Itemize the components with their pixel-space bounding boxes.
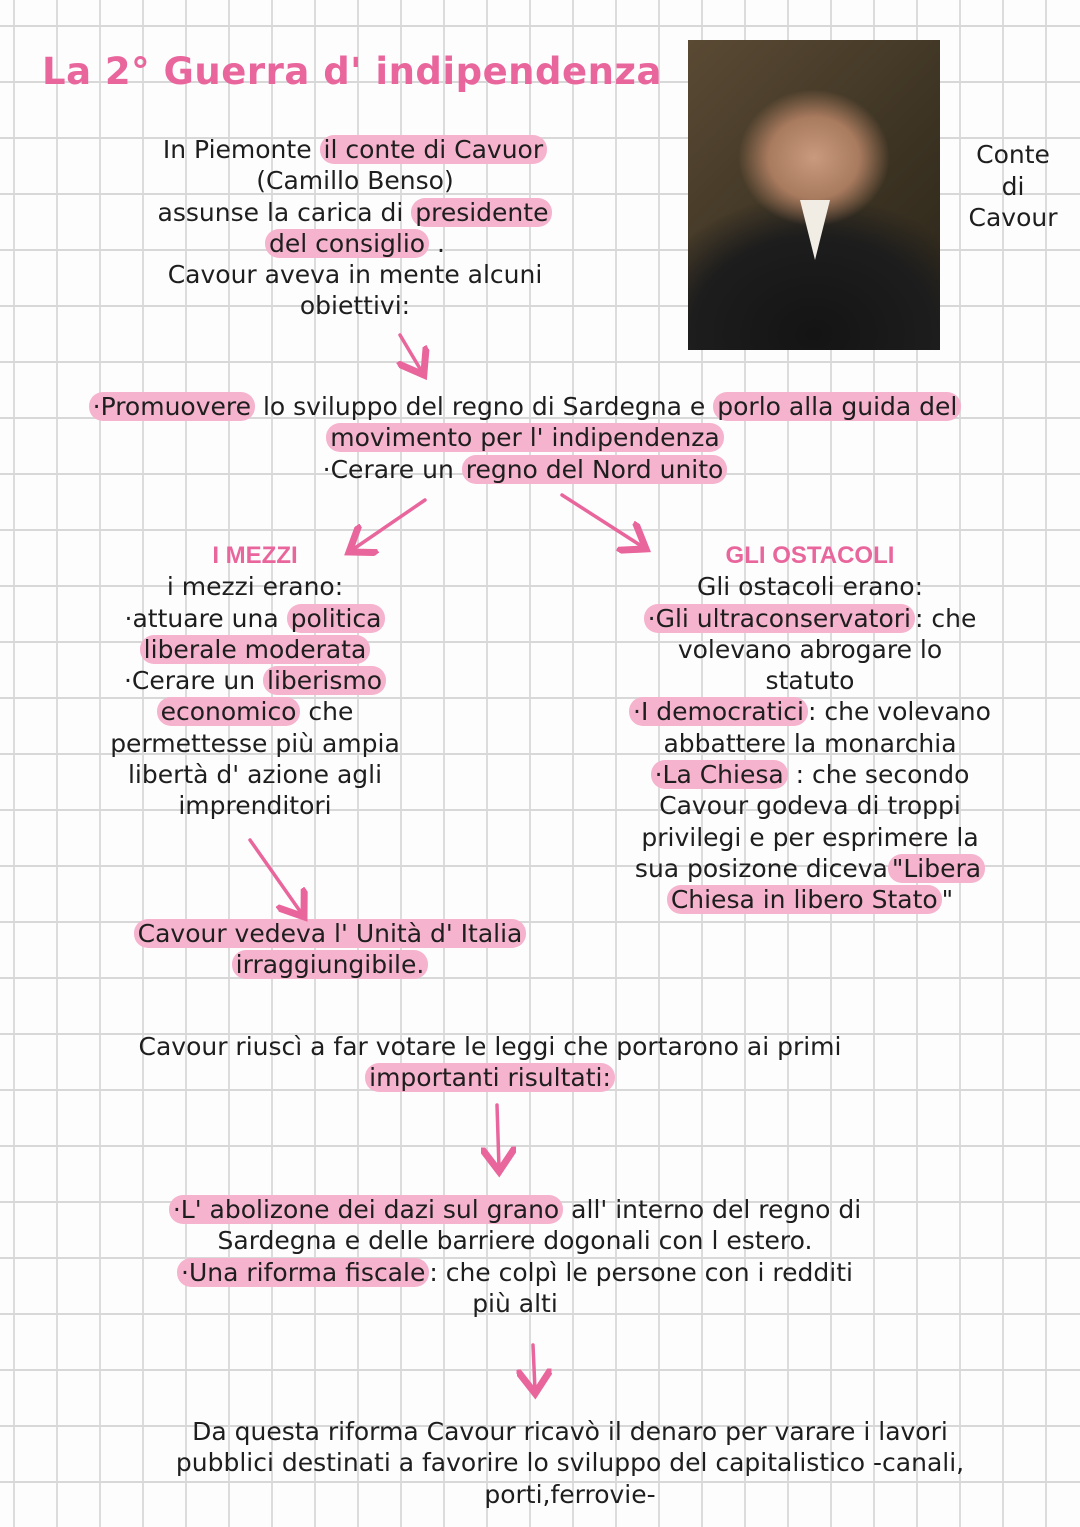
text: " [941, 885, 954, 915]
text: : che volevano [807, 697, 991, 727]
text: privilegi e per esprimere la [641, 822, 979, 852]
caption-line: Cavour [968, 203, 1058, 232]
highlighted-text: del consiglio [265, 229, 429, 258]
highlighted-text: Cavour vedeva l' Unità d' Italia [134, 919, 527, 948]
highlighted-text: "Libera [888, 854, 985, 883]
highlighted-text: economico [157, 697, 301, 726]
text: Cavour aveva in mente alcuni [167, 260, 543, 290]
text: statuto [765, 666, 855, 696]
section-heading: I MEZZI [212, 542, 298, 569]
highlighted-text: porlo alla guida del [713, 392, 961, 421]
highlighted-text: ·I democratici [629, 697, 808, 726]
arrow-icon [400, 335, 422, 372]
highlighted-text: liberale moderata [140, 635, 371, 664]
text: più alti [472, 1288, 558, 1318]
text: Da questa riforma Cavour ricavò il denaro per varare i lavori [192, 1417, 948, 1446]
arrow-icon [562, 495, 643, 547]
highlighted-text: liberismo [263, 666, 386, 695]
text: ·attuare una [124, 603, 287, 633]
text: assunse la carica di [157, 197, 412, 227]
highlighted-text: importanti risultati: [365, 1063, 615, 1092]
text: permettesse più ampia [110, 728, 400, 758]
text: volevano abrogare lo [677, 634, 943, 664]
highlighted-text: presidente [411, 198, 552, 227]
text: ·Cerare un [322, 454, 462, 484]
highlighted-text: il conte di Cavuor [320, 135, 548, 164]
arrow-icon [352, 500, 425, 550]
text: i mezzi erano: [166, 572, 344, 602]
text: ·Cerare un [123, 666, 264, 696]
text: : che [915, 603, 977, 633]
text: pubblici destinati a favorire lo sviluppo del capitalistico -canali, [175, 1448, 965, 1478]
text: all' interno del regno di [563, 1195, 862, 1224]
highlighted-text: ·Gli ultraconservatori [644, 604, 915, 633]
text: : che secondo [787, 760, 970, 790]
text: In Piemonte [162, 135, 320, 164]
text: obiettivi: [299, 291, 411, 321]
text: Cavour riuscì a far votare le leggi che portarono ai primi [138, 1032, 842, 1061]
text: Gli ostacoli erano: [696, 572, 924, 602]
text: Sardegna e delle barriere dogonali con l estero. [217, 1226, 813, 1256]
arrow-icon [250, 840, 302, 914]
text: : che colpì le persone con i redditi [429, 1257, 853, 1287]
highlighted-text: Chiesa in libero Stato [667, 885, 942, 914]
text: porti,ferrovie- [484, 1479, 656, 1509]
section-heading: GLI OSTACOLI [725, 542, 895, 569]
highlighted-text: ·Una riforma fiscale [177, 1258, 429, 1287]
text: imprenditori [178, 791, 332, 821]
highlighted-text: ·La Chiesa [651, 760, 788, 789]
caption-line: di [1001, 171, 1025, 201]
page-title: La 2° Guerra d' indipendenza [42, 50, 662, 93]
text: libertà d' azione agli [127, 760, 383, 790]
highlighted-text: ·Promuovere [89, 392, 255, 421]
highlighted-text: movimento per l' indipendenza [326, 423, 724, 452]
arrow-icon [497, 1105, 499, 1168]
highlighted-text: regno del Nord unito [462, 455, 728, 484]
text: . [429, 228, 445, 258]
arrow-icon [533, 1345, 535, 1390]
text: lo sviluppo del regno di Sardegna e [255, 392, 714, 421]
text: (Camillo Benso) [256, 166, 454, 196]
text: abbattere la monarchia [663, 728, 957, 758]
text: che [300, 697, 354, 727]
highlighted-text: irraggiungibile. [232, 950, 429, 979]
text: Cavour godeva di troppi [659, 791, 961, 821]
highlighted-text: politica [287, 604, 386, 633]
highlighted-text: ·L' abolizone dei dazi sul grano [169, 1195, 563, 1224]
caption-line: Conte [976, 140, 1050, 169]
text: sua posizone diceva [634, 853, 888, 883]
